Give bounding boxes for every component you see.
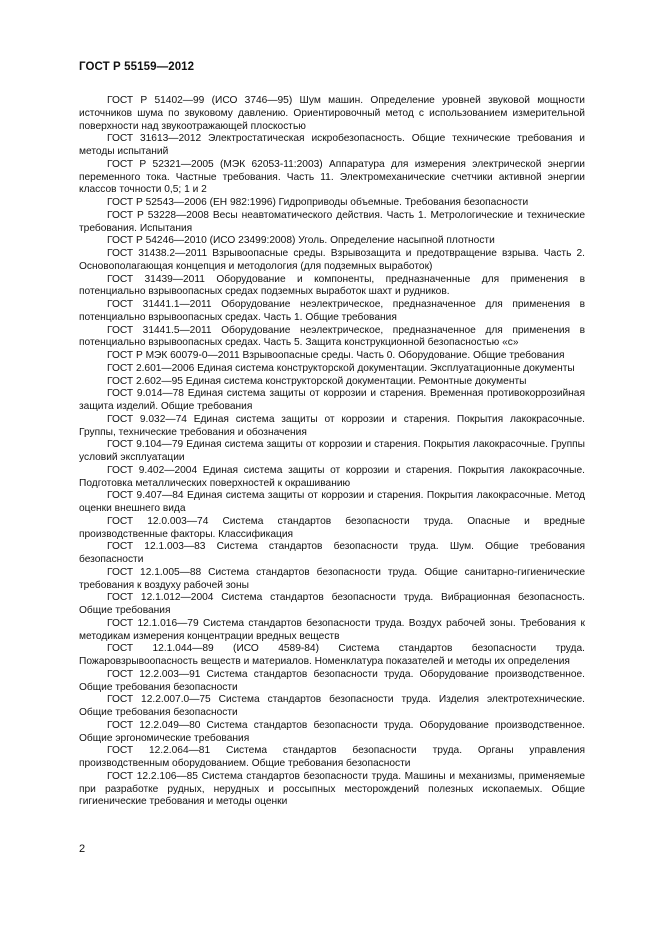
reference-item: ГОСТ Р 52321—2005 (МЭК 62053-11:2003) Аппаратура для измерения электрической энергии переменного тока. Частные требования. Часть 11. Электромеханические счетчики активной энергии классов точности 0,5; 1 и 2	[79, 158, 585, 196]
reference-item: ГОСТ 31613—2012 Электростатическая искробезопасность. Общие технические требования и методы испытаний	[79, 133, 585, 157]
reference-item: ГОСТ 12.2.007.0—75 Система стандартов безопасности труда. Изделия электротехнические. Общие требования безопасности	[79, 694, 585, 718]
reference-item: ГОСТ 2.602—95 Единая система конструкторской документации. Ремонтные документы	[107, 375, 527, 387]
reference-item: ГОСТ Р 53228—2008 Весы неавтоматического действия. Часть 1. Метрологические и технические требования. Испытания	[79, 209, 585, 234]
reference-item: ГОСТ 31441.1—2011 Оборудование неэлектрическое, предназначенное для применения в потенциально взрывоопасных средах. Часть 1. Общие требования	[79, 299, 585, 323]
reference-item: ГОСТ 12.2.064—81 Система стандартов безопасности труда. Органы управления производственным оборудованием. Общие требования безопасности	[79, 745, 585, 769]
reference-item: ГОСТ 12.1.016—79 Система стандартов безопасности труда. Воздух рабочей зоны. Требования к методикам измерения концентрации вредных веществ	[79, 617, 585, 642]
reference-item: ГОСТ 12.0.003—74 Система стандартов безопасности труда. Опасные и вредные производственные факторы. Классификация	[79, 515, 585, 540]
document-header: ГОСТ Р 55159—2012	[79, 61, 195, 73]
reference-item: ГОСТ 31438.2—2011 Взрывоопасные среды. Взрывозащита и предотвращение взрыва. Часть 2. Основополагающая концепция и методология (для подземных выработок)	[79, 248, 585, 272]
reference-item: ГОСТ 31441.5—2011 Оборудование неэлектрическое, предназначенное для применения в потенциально взрывоопасных средах. Часть 5. Защита конструкционной безопасностью «с»	[79, 324, 585, 349]
reference-item: ГОСТ 12.1.012—2004 Система стандартов безопасности труда. Вибрационная безопасность. Общие требования	[79, 592, 585, 616]
reference-item: ГОСТ Р МЭК 60079-0—2011 Взрывоопасные среды. Часть 0. Оборудование. Общие требования	[107, 350, 565, 361]
reference-item: ГОСТ 9.407—84 Единая система защиты от коррозии и старения. Покрытия лакокрасочные. Метод оценки внешнего вида	[79, 490, 585, 514]
page-number: 2	[79, 843, 86, 855]
reference-item: ГОСТ 12.1.005—88 Система стандартов безопасности труда. Общие санитарно-гигиенические требования к воздуху рабочей зоны	[79, 566, 585, 591]
reference-item: ГОСТ 9.104—79 Единая система защиты от коррозии и старения. Покрытия лакокрасочные. Группы условий эксплуатации	[79, 439, 585, 463]
reference-item: ГОСТ 31439—2011 Оборудование и компоненты, предназначенные для применения в потенциально взрывоопасных средах подземных выработок шахт и рудников.	[79, 273, 585, 298]
reference-item: ГОСТ 12.1.044—89 (ИСО 4589-84) Система стандартов безопасности труда. Пожаровзрывоопасность веществ и материалов. Номенклатура показателей и методы их определения	[79, 643, 585, 667]
reference-item: ГОСТ Р 52543—2006 (ЕН 982:1996) Гидроприводы объемные. Требования безопасности	[107, 197, 529, 208]
reference-item: ГОСТ 2.601—2006 Единая система конструкторской документации. Эксплуатационные документы	[107, 362, 575, 374]
reference-item: ГОСТ 9.402—2004 Единая система защиты от коррозии и старения. Покрытия лакокрасочные. Подготовка металлических поверхностей к окрашиванию	[79, 464, 585, 489]
reference-item: ГОСТ 12.2.106—85 Система стандартов безопасности труда. Машины и механизмы, применяемые при разработке рудных, нерудных и россыпных месторождений полезных ископаемых. Общие гигиенические требования и методы оценки	[79, 770, 585, 808]
reference-item: ГОСТ 9.032—74 Единая система защиты от коррозии и старения. Покрытия лакокрасочные. Группы, технические требования и обозначения	[79, 413, 585, 438]
reference-item: ГОСТ 12.2.049—80 Система стандартов безопасности труда. Оборудование производственное. Общие эргономические требования	[79, 719, 585, 744]
reference-item: ГОСТ Р 51402—99 (ИСО 3746—95) Шум машин. Определение уровней звуковой мощности источников шума по звуковому давлению. Ориентировочный метод с использованием измерительной поверхности над звукоотражающей плоскостью	[79, 95, 585, 132]
normative-references-list	[79, 95, 585, 809]
reference-item: ГОСТ Р 54246—2010 (ИСО 23499:2008) Уголь. Определение насыпной плотности	[107, 235, 495, 247]
reference-item: ГОСТ 12.2.003—91 Система стандартов безопасности труда. Оборудование производственное. Общие требования безопасности	[79, 668, 585, 693]
reference-item: ГОСТ 9.014—78 Единая система защиты от коррозии и старения. Временная противокоррозийная защита изделий. Общие требования	[79, 388, 585, 412]
reference-item: ГОСТ 12.1.003—83 Система стандартов безопасности труда. Шум. Общие требования безопасности	[79, 541, 585, 565]
